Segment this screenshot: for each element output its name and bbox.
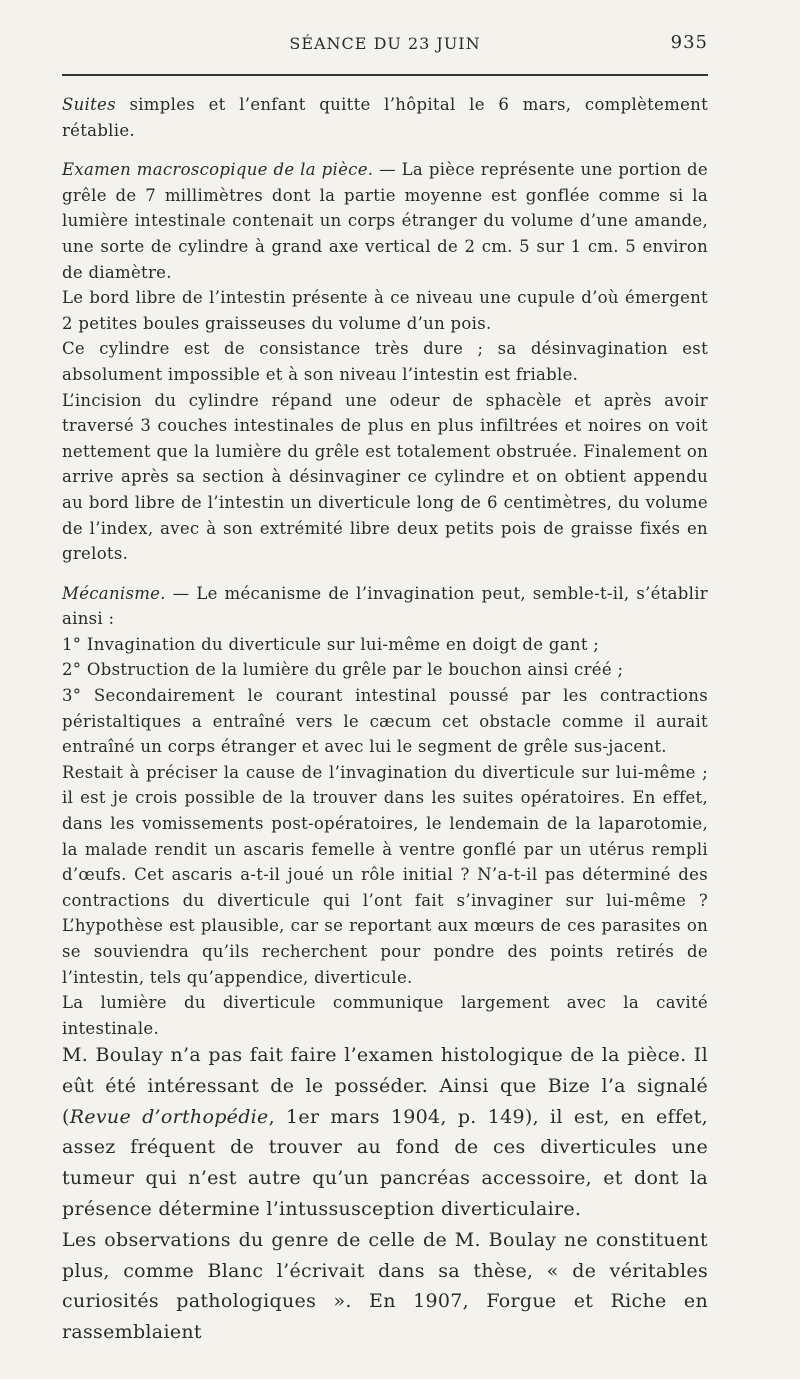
paragraph-text: , 1er mars 1904, p. 149), il est, en effet, assez fréquent de trouver au fond de ces diverticules une tumeur qui n’est autre qu’un pancréas accessoire, et dont la présence détermine l’intussusception diverticulaire. [62,1105,708,1220]
header-rule [62,74,708,76]
case-report-section [62,92,708,1041]
paragraph-mecanisme [62,581,708,632]
header-title: SÉANCE DU 23 JUIN [289,34,481,53]
paragraph-bord-libre: Le bord libre de l’intestin présente à ce niveau une cupule d’où émergent 2 petites boules graisseuses du volume d’un pois. [62,288,708,333]
paragraph-text: simples et l’enfant quitte l’hôpital le 6 mars, complètement rétablie. [62,95,708,140]
heading-mecanisme: Mécanisme. [62,583,166,603]
list-item: 3° Secondairement le courant intestinal poussé par les contractions péristaltiques a entraîné vers le cæcum cet obstacle comme il aurait entraîné un corps étranger et avec lui le segment de grêle sus-jacent. [62,686,708,757]
page-number: 935 [670,32,708,53]
paragraph-text: M. Boulay n’a pas fait faire l’examen histologique de la pièce. Il eût été intéressant de le posséder. Ainsi que Bize l’a signalé ( [62,1044,708,1128]
paragraph-incision: L’incision du cylindre répand une odeur de sphacèle et après avoir traversé 3 couches intestinales de plus en plus infiltrées et noires on voit nettement que la lumière du grêle est totalement obstruée. Finalement on arrive après sa section à désinvaginer ce cylindre et on obtient appendu au bord libre de l’intestin un diverticule long de 6 centimètres, du volume de l’index, avec à son extrémité libre deux petits pois de graisse fixés en grelots. [62,390,708,564]
paragraph-text: — Le mécanisme de l’invagination peut, semble-t-il, s’établir ainsi : [62,583,708,629]
paragraph-suites [62,92,708,143]
heading-suites: Suites [62,95,116,114]
paragraph-cylindre: Ce cylindre est de consistance très dure ; sa désinvagination est absolument impossible et à son niveau l’intestin est friable. [62,339,708,384]
running-header [62,30,708,60]
list-item: 1° Invagination du diverticule sur lui-même en doigt de gant ; [62,634,600,654]
commentary-section [62,1040,708,1348]
paragraph-boulay [62,1040,708,1225]
citation-journal: Revue d’orthopédie [69,1105,269,1128]
paragraph-restait: Restait à préciser la cause de l’invagination du diverticule sur lui-même ; il est je crois possible de la trouver dans les suites opératoires. En effet, dans les vomissements post-opératoires, le lendemain de la laparotomie, la malade rendit un ascaris femelle à ventre gonflé par un utérus rempli d’œufs. Cet ascaris a-t-il joué un rôle initial ? N’a-t-il pas déterminé des contractions du diverticule qui l’ont fait s’invaginer sur lui-même ? L’hypothèse est plausible, car se reportant aux mœurs de ces parasites on se souviendra qu’ils recherchent pour pondre des points retirés de l’intestin, tels qu’appendice, diverticule. [62,762,708,987]
paragraph-examen [62,157,708,285]
paragraph-observations: Les observations du genre de celle de M. Boulay ne constituent plus, comme Blanc l’écrivait dans sa thèse, « de véritables curiosités pathologiques ». En 1907, Forgue et Riche en rassemblaient [62,1228,708,1344]
heading-examen: Examen macroscopique de la pièce. [62,160,374,180]
paragraph-text: — La pièce représente une portion de grêle de 7 millimètres dont la partie moyenne est gonflée comme si la lumière intestinale contenait un corps étranger du volume d’une amande, une sorte de cylindre à grand axe vertical de 2 cm. 5 sur 1 cm. 5 environ de diamètre. [62,160,708,282]
paragraph-lumiere: La lumière du diverticule communique largement avec la cavité intestinale. [62,993,708,1038]
list-item: 2° Obstruction de la lumière du grêle par le bouchon ainsi créé ; [62,660,624,680]
